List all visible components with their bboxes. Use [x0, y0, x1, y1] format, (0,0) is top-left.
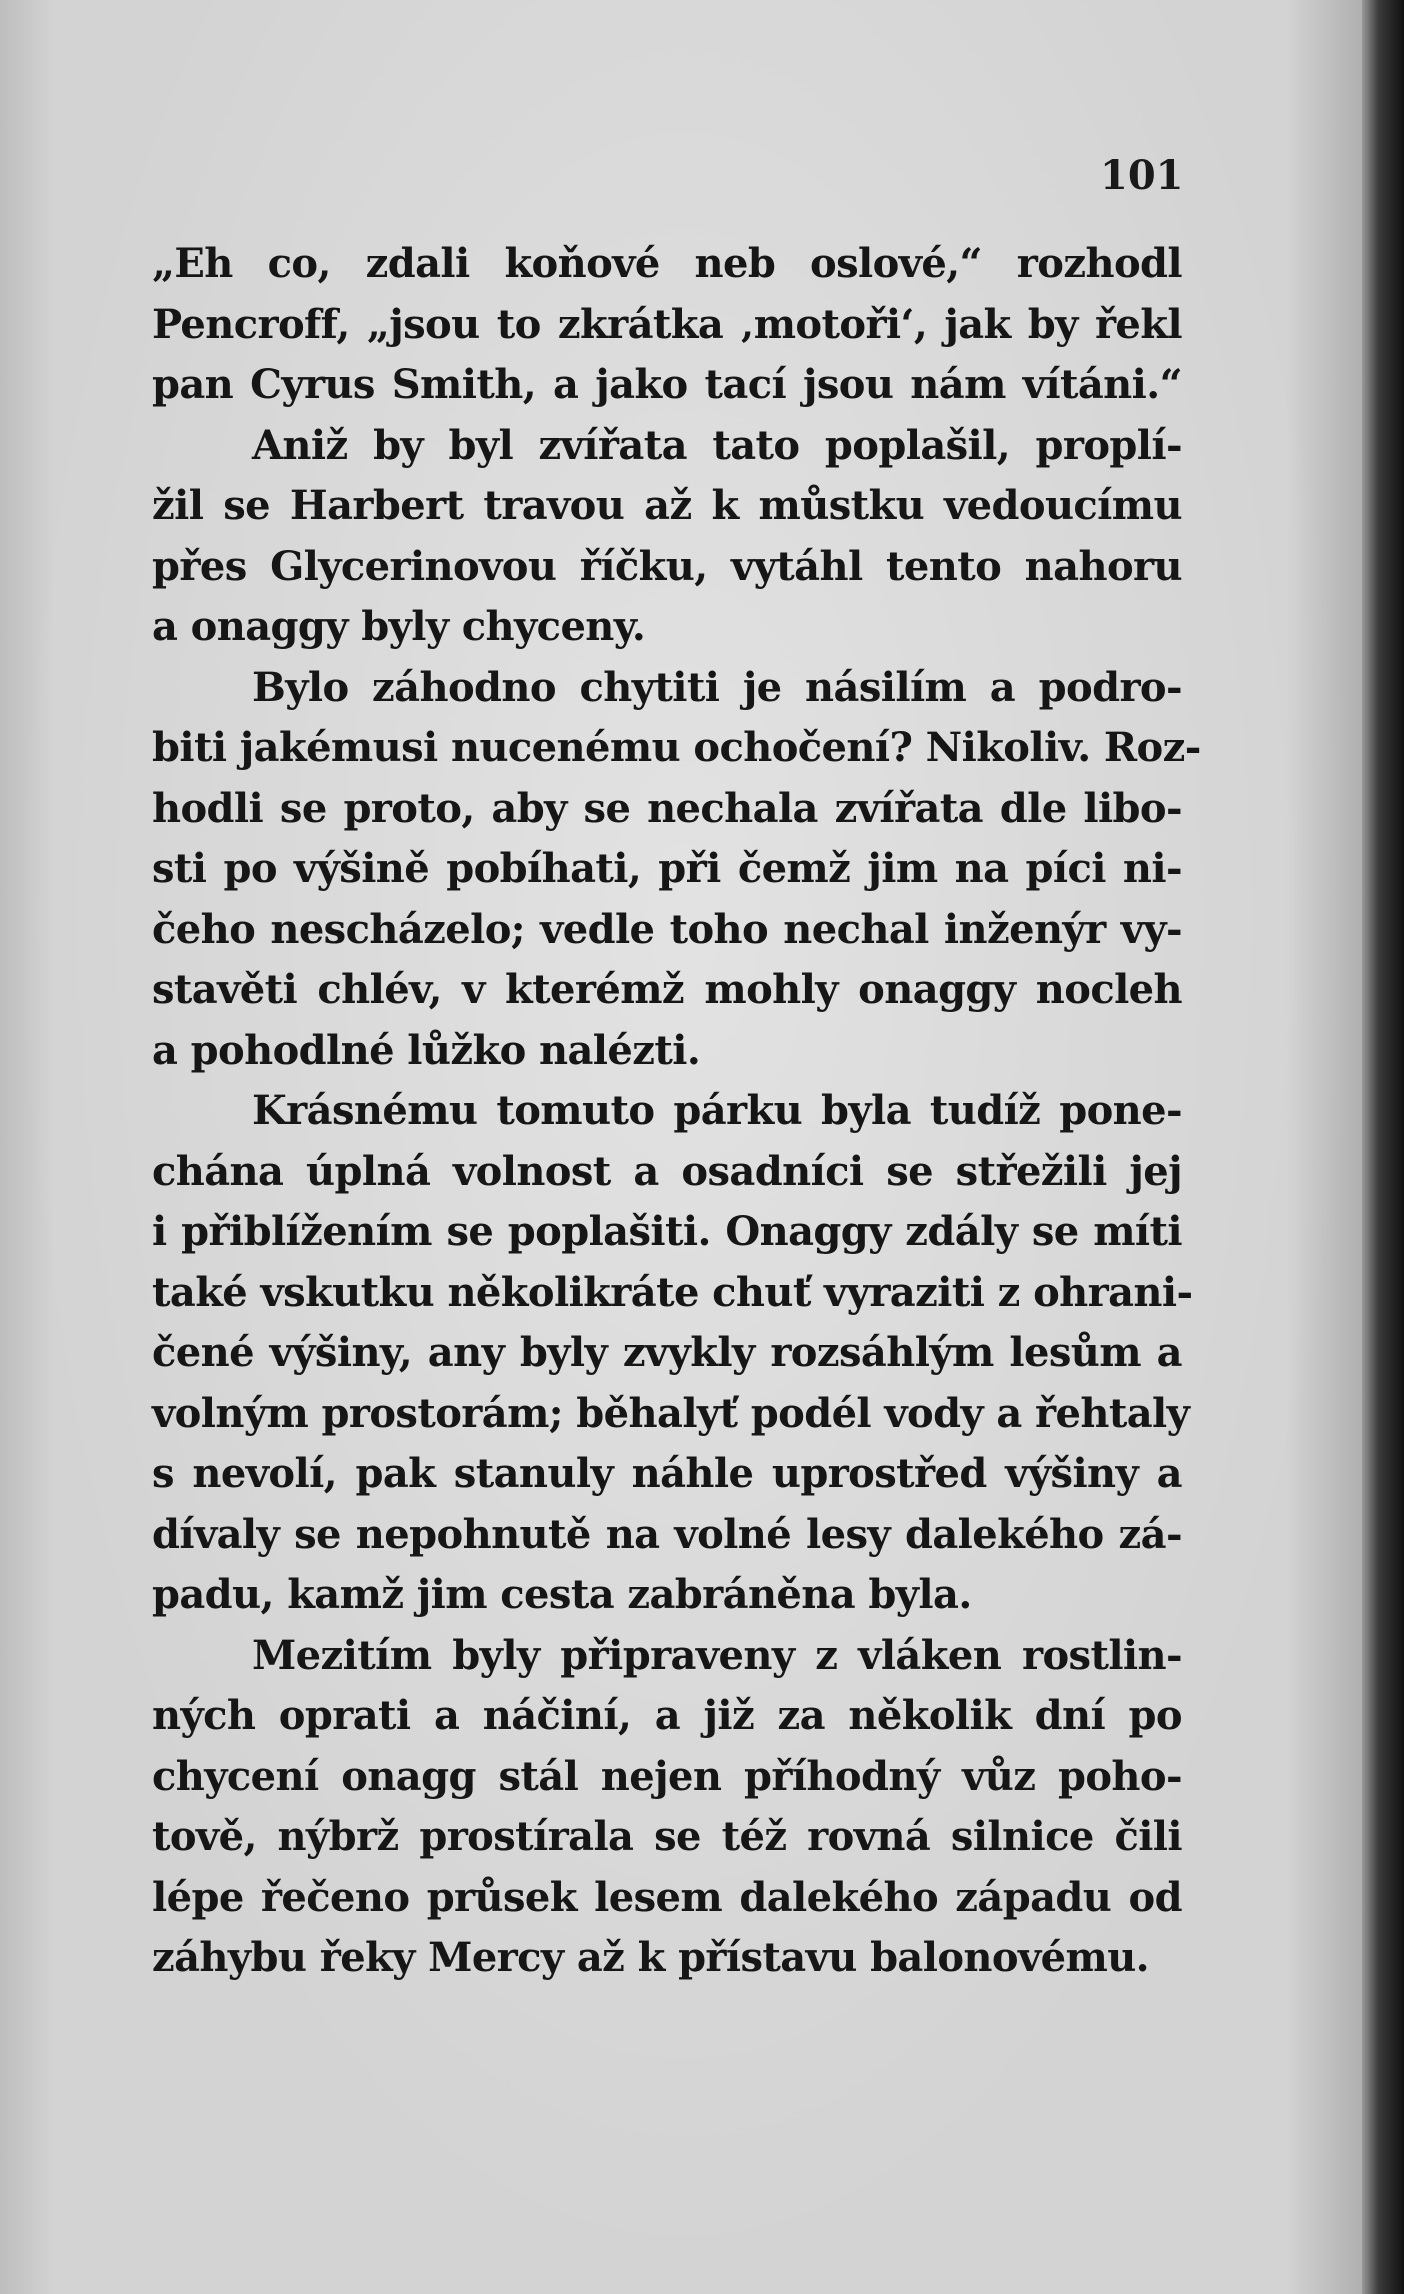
page-number: 101 [1100, 152, 1184, 199]
text-line: Krásnému tomuto párku byla tudíž pone- [252, 1087, 1182, 1134]
text-line: Aniž by byl zvířata tato poplašil, proplí- [252, 421, 1182, 469]
text-line: „Eh co, zdali koňové neb oslové,“ rozhodl [152, 240, 1182, 287]
text-line: a onaggy byly chyceny. [152, 603, 646, 650]
text-line: Mezitím byly připraveny z vláken rostlin- [252, 1631, 1182, 1679]
text-line: záhybu řeky Mercy až k přístavu balonovému. [152, 1934, 1150, 1981]
text-line: ných oprati a náčiní, a již za několik dní po [152, 1692, 1182, 1739]
text-line: chycení onagg stál nejen příhodný vůz poho- [152, 1752, 1182, 1800]
text-line: volným prostorám; běhalyť podél vody a řehtaly [152, 1389, 1190, 1437]
page-edge-shadow [1362, 0, 1404, 2294]
text-line: také vskutku několikráte chuť vyraziti z ohrani- [152, 1268, 1193, 1316]
text-line: Pencroff, „jsou to zkrátka ‚motoři‘, jak by řekl [152, 300, 1182, 348]
text-line: tově, nýbrž prostírala se též rovná silnice čili [152, 1813, 1182, 1860]
body-text [152, 234, 1201, 1989]
text-line: lépe řečeno průsek lesem dalekého západu od [152, 1873, 1182, 1921]
text-line: s nevolí, pak stanuly náhle uprostřed výšiny a [152, 1450, 1182, 1497]
text-line: čeho nescházelo; vedle toho nechal inženýr vy- [152, 905, 1182, 953]
text-line: přes Glycerinovou říčku, vytáhl tento nahoru [152, 542, 1182, 590]
text-line: biti jakémusi nucenému ochočení? Nikoliv. Roz- [152, 724, 1201, 771]
text-line: Bylo záhodno chytiti je násilím a podro- [252, 663, 1182, 711]
text-line: dívaly se nepohnutě na volné lesy dalekého zá- [152, 1510, 1182, 1558]
text-line: hodli se proto, aby se nechala zvířata dle libo- [152, 784, 1182, 832]
text-line: žil se Harbert travou až k můstku vedoucímu [152, 482, 1182, 529]
text-line: stavěti chlév, v kterémž mohly onaggy nocleh [152, 966, 1182, 1013]
text-line: sti po výšině pobíhati, při čemž jim na píci ni- [152, 845, 1182, 892]
text-line: a pohodlné lůžko nalézti. [152, 1026, 701, 1074]
text-line: i přiblížením se poplašiti. Onaggy zdály se míti [152, 1208, 1182, 1255]
text-line: chána úplná volnost a osadníci se střežili jej [152, 1147, 1182, 1195]
text-line: čené výšiny, any byly zvykly rozsáhlým lesům a [152, 1329, 1182, 1376]
text-line: pan Cyrus Smith, a jako tací jsou nám vítáni.“ [152, 361, 1182, 408]
text-line: padu, kamž jim cesta zabráněna byla. [152, 1571, 972, 1618]
